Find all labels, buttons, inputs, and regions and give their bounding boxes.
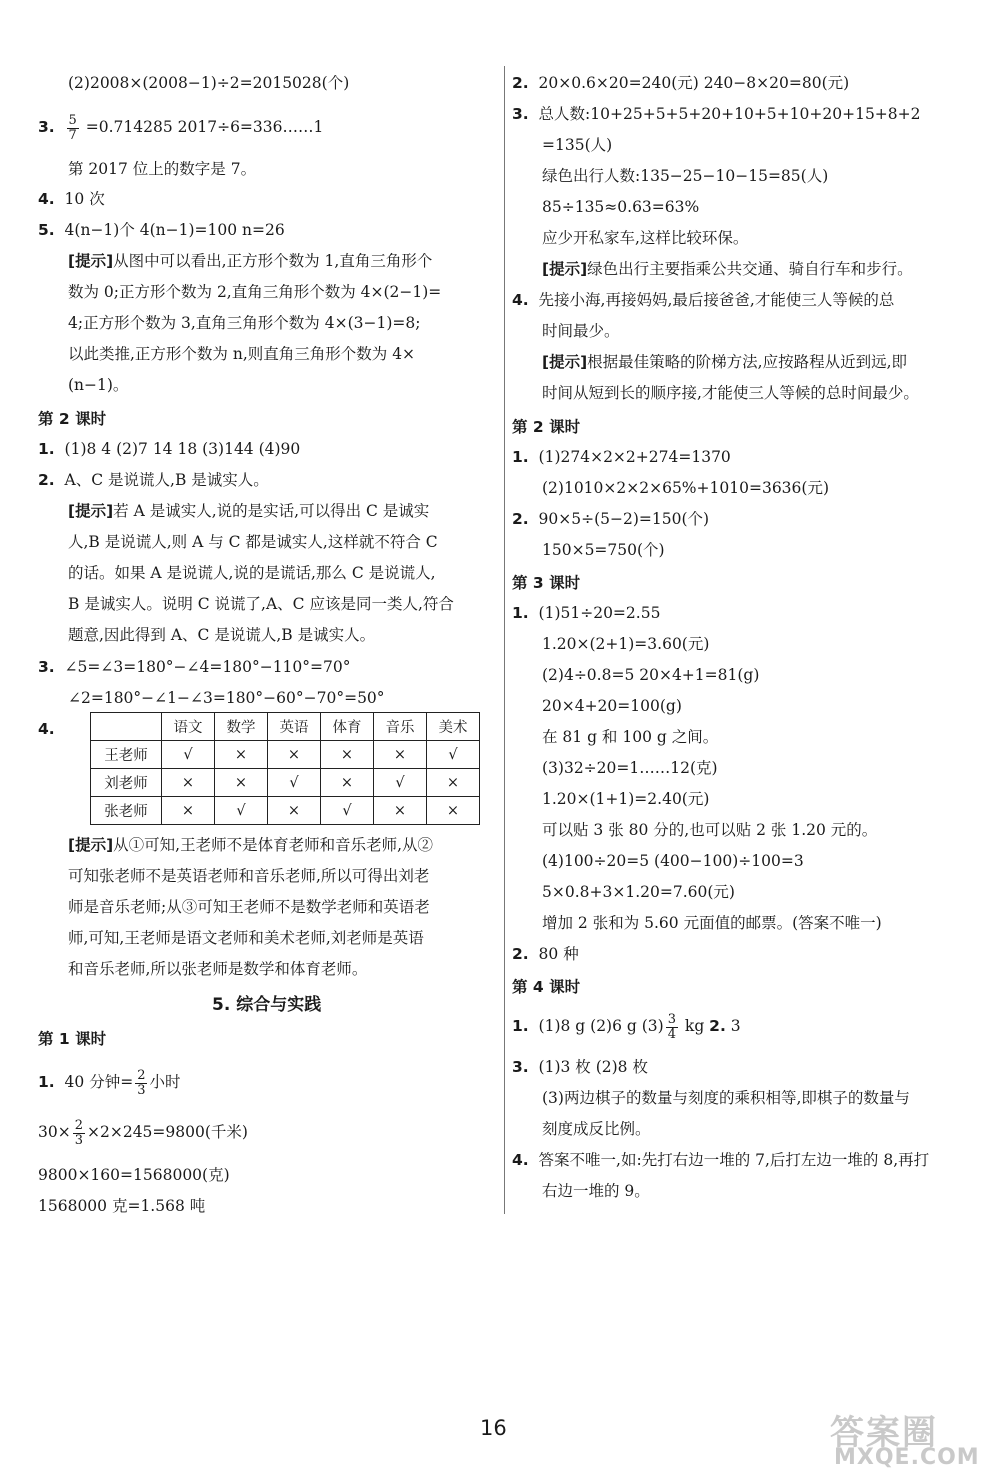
question-number: 4. <box>512 1151 529 1169</box>
page-number: 16 <box>480 1416 507 1440</box>
question-number: 2. <box>512 74 529 92</box>
question-number: 3. <box>38 118 55 136</box>
teacher-name-cell: 刘老师 <box>91 769 162 797</box>
hint-tag: [提示] <box>68 252 114 270</box>
answer-text: (1)3 枚 (2)8 枚 <box>538 1058 648 1076</box>
answer-line: 时间最少。 <box>542 322 620 340</box>
answer-text: A、C 是说谎人,B 是诚实人。 <box>64 471 269 489</box>
answer-line: 20×4+20=100(g) <box>542 697 682 715</box>
teacher-name-cell: 张老师 <box>91 797 162 825</box>
hint-text: 从①可知,王老师不是体育老师和音乐老师,从② <box>113 836 434 854</box>
question-5 <box>38 215 285 245</box>
hint-text: 若 A 是诚实人,说的是实话,可以得出 C 是诚实 <box>113 502 430 520</box>
mark-cell: × <box>162 769 215 797</box>
mark-cell: √ <box>321 797 374 825</box>
hint-line: 可知张老师不是英语老师和音乐老师,所以可得出刘老 <box>68 867 430 885</box>
mark-cell: × <box>215 769 268 797</box>
column-divider <box>504 66 505 1214</box>
question-number: 5. <box>38 221 55 239</box>
answer-line: 右边一堆的 9。 <box>542 1182 650 1200</box>
mark-cell: × <box>374 797 427 825</box>
answer-line: 绿色出行人数:135−25−10−15=85(人) <box>542 167 829 185</box>
answer-text: ×2×245=9800(千米) <box>87 1123 248 1141</box>
mark-cell: × <box>268 797 321 825</box>
teacher-name-cell: 王老师 <box>91 741 162 769</box>
answer-line: 150×5=750(个) <box>542 541 665 559</box>
question-2 <box>512 68 849 98</box>
table-header-cell <box>91 713 162 741</box>
answer-text: 90×5÷(5−2)=150(个) <box>538 510 710 528</box>
problem-1 <box>38 434 300 464</box>
numerator: 2 <box>74 1117 83 1133</box>
lesson-heading: 第 4 课时 <box>512 978 581 996</box>
table-header-cell: 英语 <box>268 713 321 741</box>
question-number: 2. <box>709 1017 726 1035</box>
hint-line: B 是诚实人。说明 C 说谎了,A、C 应该是同一类人,符合 <box>68 595 454 613</box>
hint-tag: [提示] <box>542 353 588 371</box>
answer-text: 总人数:10+25+5+5+20+10+5+10+20+15+8+2 <box>538 105 921 123</box>
hint-line: 4;正方形个数为 3,直角三角形个数为 4×(3−1)=8; <box>68 314 421 332</box>
answer-text: 40 分钟= <box>64 1073 134 1091</box>
table-header-cell: 美术 <box>427 713 480 741</box>
hint-text: 绿色出行主要指乘公共交通、骑自行车和步行。 <box>587 260 913 278</box>
table-header-cell: 体育 <box>321 713 374 741</box>
mark-cell: × <box>427 769 480 797</box>
teacher-subject-table <box>90 712 480 825</box>
table-header-cell: 语文 <box>162 713 215 741</box>
hint-line: 和音乐老师,所以张老师是数学和体育老师。 <box>68 960 368 978</box>
problem-2 <box>38 465 269 495</box>
problem-4 <box>512 1145 929 1175</box>
answer-text: (1)8 g (2)6 g (3) <box>538 1017 664 1035</box>
table-header-row <box>91 713 480 741</box>
answer-line: 9800×160=1568000(克) <box>38 1166 230 1184</box>
fraction <box>67 114 79 143</box>
question-4 <box>512 285 894 315</box>
question-3 <box>512 99 921 129</box>
question-4 <box>38 184 105 214</box>
answer-line: 1568000 克=1.568 吨 <box>38 1197 206 1215</box>
answer-text: ∠5=∠3=180°−∠4=180°−110°=70° <box>64 658 351 676</box>
answer-text: (1)51÷20=2.55 <box>538 604 661 622</box>
answer-text: (1)274×2×2+274=1370 <box>538 448 731 466</box>
problem-1 <box>512 442 731 472</box>
answer-line: 刻度成反比例。 <box>542 1120 651 1138</box>
hint-line: 人,B 是说谎人,则 A 与 C 都是诚实人,这样就不符合 C <box>68 533 438 551</box>
answer-line: 可以贴 3 张 80 分的,也可以贴 2 张 1.20 元的。 <box>542 821 878 839</box>
hint-line <box>542 254 913 284</box>
hint-line: 时间从短到长的顺序接,才能使三人等候的总时间最少。 <box>542 384 919 402</box>
answer-line: 85÷135≈0.63=63% <box>542 198 700 216</box>
table-row <box>91 769 480 797</box>
problem-1 <box>512 598 660 628</box>
answer-text: 小时 <box>149 1073 181 1091</box>
question-number: 1. <box>512 1017 529 1035</box>
problem-3 <box>512 1052 648 1082</box>
hint-text: 从图中可以看出,正方形个数为 1,直角三角形个 <box>113 252 433 270</box>
answer-line: 1.20×(2+1)=3.60(元) <box>542 635 710 653</box>
question-number: 1. <box>512 604 529 622</box>
answer-line: (2)4÷0.8=5 20×4+1=81(g) <box>542 666 760 684</box>
table-header-cell: 音乐 <box>374 713 427 741</box>
hint-tag: [提示] <box>542 260 588 278</box>
practice-1 <box>38 1064 180 1100</box>
answer-line: (2)1010×2×2×65%+1010=3636(元) <box>542 479 829 497</box>
hint-line: 师,可知,王老师是语文老师和美术老师,刘老师是英语 <box>68 929 424 947</box>
hint-line: 题意,因此得到 A、C 是说谎人,B 是诚实人。 <box>68 626 376 644</box>
question-number: 1. <box>38 440 55 458</box>
mark-cell: √ <box>162 741 215 769</box>
section-title: 5. 综合与实践 <box>212 995 322 1015</box>
mark-cell: √ <box>427 741 480 769</box>
hint-line: 以此类推,正方形个数为 n,则直角三角形个数为 4× <box>68 345 416 363</box>
hint-line <box>542 347 907 377</box>
answer-text: 先接小海,再接妈妈,最后接爸爸,才能使三人等候的总 <box>538 291 895 309</box>
question-number: 1. <box>512 448 529 466</box>
lesson-heading: 第 2 课时 <box>512 418 581 436</box>
answer-text: 4(n−1)个 4(n−1)=100 n=26 <box>64 221 285 239</box>
answer-text: 30× <box>38 1123 71 1141</box>
mark-cell: √ <box>374 769 427 797</box>
watermark-logo <box>820 1405 980 1471</box>
answer-line: 在 81 g 和 100 g 之间。 <box>542 728 719 746</box>
numerator: 2 <box>137 1067 146 1083</box>
answer-text: 20×0.6×20=240(元) 240−8×20=80(元) <box>538 74 850 92</box>
answer-line: (3)两边棋子的数量与刻度的乘积相等,即棋子的数量与 <box>542 1089 910 1107</box>
answer-line: 1.20×(1+1)=2.40(元) <box>542 790 710 808</box>
problem-2 <box>512 939 579 969</box>
table-header-cell: 数学 <box>215 713 268 741</box>
fraction <box>666 1013 678 1042</box>
denominator: 3 <box>74 1132 83 1148</box>
mark-cell: × <box>427 797 480 825</box>
question-number: 1. <box>38 1073 55 1091</box>
answer-text: 3 <box>730 1017 741 1035</box>
problem-1-2 <box>512 1008 741 1044</box>
watermark-text: 答案圈 <box>830 1413 938 1453</box>
mark-cell: × <box>374 741 427 769</box>
question-number: 2. <box>38 471 55 489</box>
question-3 <box>38 112 323 143</box>
answer-text: (1)8 4 (2)7 14 18 (3)144 (4)90 <box>64 440 301 458</box>
fraction <box>135 1069 147 1098</box>
answer-text: 80 种 <box>538 945 579 963</box>
table-row <box>91 741 480 769</box>
answer-line: (4)100÷20=5 (400−100)÷100=3 <box>542 852 804 870</box>
lesson-heading: 第 3 课时 <box>512 574 581 592</box>
question-number: 4. <box>512 291 529 309</box>
numerator: 3 <box>667 1011 676 1027</box>
hint-line <box>68 246 432 276</box>
answer-line: 第 2017 位上的数字是 7。 <box>68 160 257 178</box>
answer-line: (3)32÷20=1……12(克) <box>542 759 718 777</box>
mark-cell: √ <box>268 769 321 797</box>
answer-line: 5×0.8+3×1.20=7.60(元) <box>542 883 735 901</box>
lesson-heading: 第 1 课时 <box>38 1030 107 1048</box>
hint-line: (n−1)。 <box>68 376 129 394</box>
mark-cell: × <box>268 741 321 769</box>
answer-line: (2)2008×(2008−1)÷2=2015028(个) <box>68 74 350 92</box>
hint-line <box>68 496 429 526</box>
answer-text: 答案不唯一,如:先打右边一堆的 7,后打左边一堆的 8,再打 <box>538 1151 930 1169</box>
table-row <box>91 797 480 825</box>
denominator: 4 <box>667 1026 676 1042</box>
problem-2 <box>512 504 709 534</box>
answer-line: =135(人) <box>542 136 613 154</box>
question-number: 2. <box>512 510 529 528</box>
mark-cell: × <box>321 741 374 769</box>
question-number: 3. <box>512 105 529 123</box>
answer-line: 应少开私家车,这样比较环保。 <box>542 229 749 247</box>
question-number: 3. <box>512 1058 529 1076</box>
hint-line: 数为 0;正方形个数为 2,直角三角形个数为 4×(2−1)= <box>68 283 442 301</box>
answer-line: ∠2=180°−∠1−∠3=180°−60°−70°=50° <box>68 689 385 707</box>
problem-4 <box>38 714 55 744</box>
answer-text: kg <box>684 1017 710 1035</box>
answer-line <box>38 1114 248 1150</box>
mark-cell: √ <box>215 797 268 825</box>
hint-line: 的话。如果 A 是说谎人,说的是谎话,那么 C 是说谎人, <box>68 564 436 582</box>
hint-tag: [提示] <box>68 502 114 520</box>
question-number: 4. <box>38 720 55 738</box>
problem-3 <box>38 652 351 682</box>
hint-tag: [提示] <box>68 836 114 854</box>
question-number: 2. <box>512 945 529 963</box>
mark-cell: × <box>321 769 374 797</box>
lesson-heading: 第 2 课时 <box>38 410 107 428</box>
watermark-url: MXQE.COM <box>834 1445 980 1470</box>
denominator: 3 <box>137 1082 146 1098</box>
denominator: 7 <box>68 127 77 143</box>
answer-text: 10 次 <box>64 190 105 208</box>
fraction <box>73 1119 85 1148</box>
answer-line: 增加 2 张和为 5.60 元面值的邮票。(答案不唯一) <box>542 914 882 932</box>
hint-line <box>68 830 433 860</box>
mark-cell: × <box>162 797 215 825</box>
answer-text: =0.714285 2017÷6=336……1 <box>85 118 324 136</box>
hint-line: 师是音乐老师;从③可知王老师不是数学老师和英语老 <box>68 898 430 916</box>
question-number: 3. <box>38 658 55 676</box>
mark-cell: × <box>215 741 268 769</box>
question-number: 4. <box>38 190 55 208</box>
hint-text: 根据最佳策略的阶梯方法,应按路程从近到远,即 <box>587 353 908 371</box>
numerator: 5 <box>68 112 77 128</box>
